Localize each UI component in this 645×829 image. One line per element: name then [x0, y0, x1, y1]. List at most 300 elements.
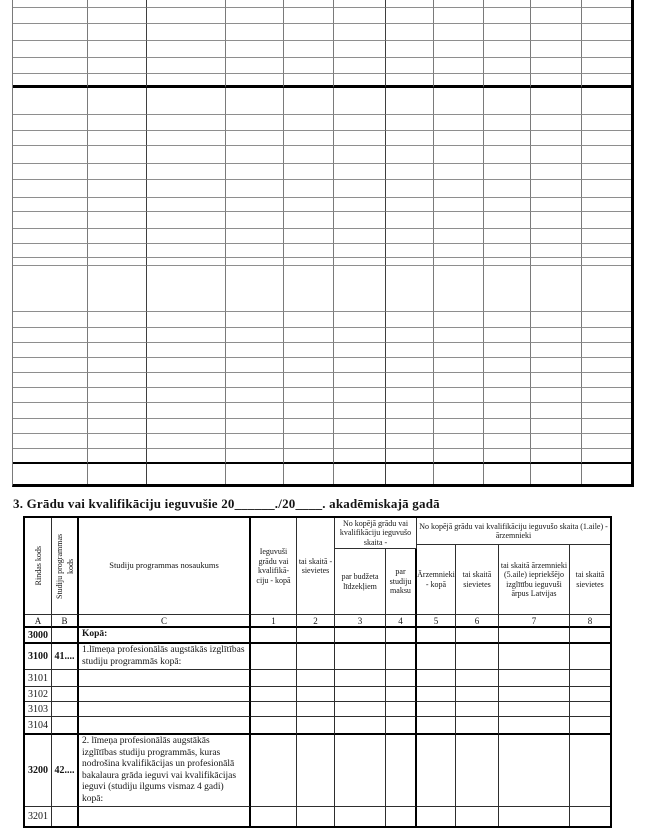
- data-cell-3200-8: [570, 735, 610, 807]
- grid-cell: [284, 58, 334, 74]
- grid-cell: [13, 464, 88, 484]
- grid-cell: [386, 115, 434, 131]
- row-code-3102: 3102: [25, 687, 52, 702]
- grid-cell: [147, 0, 226, 8]
- grid-cell: [147, 180, 226, 198]
- grid-cell: [582, 328, 631, 343]
- grid-cell: [582, 343, 631, 358]
- grid-cell: [582, 373, 631, 388]
- grid-cell: [484, 180, 531, 198]
- grid-cell: [334, 403, 386, 419]
- grid-cell: [88, 24, 147, 41]
- column-letter-8: 8: [570, 615, 610, 628]
- header-programmas-kods-label: Studiju programmas kods: [54, 533, 75, 599]
- row-code-3101: 3101: [25, 670, 52, 687]
- grid-cell: [582, 41, 631, 58]
- grid-cell: [147, 434, 226, 449]
- grid-cell: [13, 328, 88, 343]
- grid-cell: [13, 0, 88, 8]
- grid-cell: [582, 244, 631, 258]
- grid-cell: [582, 74, 631, 88]
- grid-cell: [147, 115, 226, 131]
- data-cell-3201-7: [499, 807, 570, 826]
- grid-cell: [386, 229, 434, 244]
- data-cell-3000-6: [456, 628, 499, 644]
- grid-cell: [484, 464, 531, 484]
- grid-cell: [434, 0, 484, 8]
- grid-cell: [284, 449, 334, 464]
- grid-cell: [334, 419, 386, 434]
- column-letter-5: 5: [417, 615, 456, 628]
- grid-cell: [484, 8, 531, 24]
- grid-cell: [484, 434, 531, 449]
- header-col3: par budžeta līdzekļiem: [335, 549, 386, 615]
- grid-cell: [582, 146, 631, 164]
- grid-cell: [88, 403, 147, 419]
- grid-cell: [284, 328, 334, 343]
- header-col7: tai skaitā ārzemnieki (5.aile) iepriekšējo izglītību ieguvuši ārpus Latvijas: [499, 545, 570, 615]
- grid-cell: [13, 229, 88, 244]
- grid-cell: [386, 41, 434, 58]
- grid-cell: [582, 258, 631, 266]
- grid-cell: [484, 58, 531, 74]
- program-name-cell-3104: [79, 717, 251, 735]
- column-letter-2: 2: [297, 615, 335, 628]
- grid-cell: [386, 24, 434, 41]
- grid-cell: [226, 198, 284, 212]
- grid-cell: [88, 419, 147, 434]
- column-letter-C: C: [79, 615, 251, 628]
- grid-cell: [334, 434, 386, 449]
- grid-cell: [147, 146, 226, 164]
- grid-cell: [531, 0, 582, 8]
- grid-cell: [88, 58, 147, 74]
- grid-cell: [484, 373, 531, 388]
- grid-cell: [226, 328, 284, 343]
- grid-cell: [582, 212, 631, 229]
- grid-cell: [386, 464, 434, 484]
- grid-cell: [434, 74, 484, 88]
- column-letter-3: 3: [335, 615, 386, 628]
- grid-cell: [147, 373, 226, 388]
- grid-cell: [13, 131, 88, 146]
- grid-cell: [582, 358, 631, 373]
- grid-cell: [582, 449, 631, 464]
- data-cell-3102-6: [456, 687, 499, 702]
- data-cell-3103-7: [499, 702, 570, 717]
- grid-cell: [13, 266, 88, 312]
- grid-cell: [582, 266, 631, 312]
- grid-cell: [147, 464, 226, 484]
- data-cell-3103-2: [297, 702, 335, 717]
- data-cell-3101-3: [335, 670, 386, 687]
- grid-cell: [386, 343, 434, 358]
- grid-cell: [484, 388, 531, 403]
- data-cell-3000-2: [297, 628, 335, 644]
- data-cell-3102-2: [297, 687, 335, 702]
- program-name-cell-3103: [79, 702, 251, 717]
- grid-cell: [334, 24, 386, 41]
- grid-cell: [531, 41, 582, 58]
- grid-cell: [147, 244, 226, 258]
- grid-cell: [13, 343, 88, 358]
- grid-cell: [386, 131, 434, 146]
- grid-cell: [434, 58, 484, 74]
- grid-cell: [226, 266, 284, 312]
- grid-cell: [334, 8, 386, 24]
- grid-cell: [147, 198, 226, 212]
- data-cell-3201-8: [570, 807, 610, 826]
- grid-cell: [226, 24, 284, 41]
- data-cell-3102-5: [417, 687, 456, 702]
- row-code-3200: 3200: [25, 735, 52, 807]
- grid-cell: [334, 229, 386, 244]
- program-name-cell-3200: 2. līmeņa profesionālās augstākās izglītības studiju programmās, kuras nodrošina kvalifikācijas un profesionālā bakalaura grāda ieguvi vai kvalifikācijas ieguvi (studiju ilgums vismaz 4 gadi) kopā:: [79, 735, 251, 807]
- grid-cell: [484, 312, 531, 328]
- degrees-table: [23, 516, 612, 828]
- grid-cell: [88, 115, 147, 131]
- grid-cell: [284, 343, 334, 358]
- data-cell-3104-6: [456, 717, 499, 735]
- header-group-5-8: No kopējā grādu vai kvalifikāciju ieguvušo skaita (1.aile) - ārzemnieki: [417, 518, 610, 545]
- data-cell-3101-4: [386, 670, 417, 687]
- grid-cell: [334, 343, 386, 358]
- grid-cell: [88, 41, 147, 58]
- column-letter-4: 4: [386, 615, 417, 628]
- grid-cell: [582, 115, 631, 131]
- row-code-3100: 3100: [25, 644, 52, 670]
- grid-cell: [88, 198, 147, 212]
- grid-cell: [284, 146, 334, 164]
- grid-cell: [147, 164, 226, 180]
- grid-cell: [386, 258, 434, 266]
- grid-cell: [484, 244, 531, 258]
- grid-cell: [582, 58, 631, 74]
- grid-cell: [434, 358, 484, 373]
- grid-cell: [531, 58, 582, 74]
- grid-cell: [386, 373, 434, 388]
- grid-cell: [484, 229, 531, 244]
- grid-cell: [531, 343, 582, 358]
- grid-cell: [13, 74, 88, 88]
- data-cell-3201-3: [335, 807, 386, 826]
- grid-cell: [147, 229, 226, 244]
- grid-cell: [226, 244, 284, 258]
- grid-cell: [386, 244, 434, 258]
- data-cell-3101-1: [251, 670, 297, 687]
- data-cell-3200-3: [335, 735, 386, 807]
- grid-cell: [284, 41, 334, 58]
- grid-cell: [434, 328, 484, 343]
- grid-cell: [226, 41, 284, 58]
- grid-cell: [88, 343, 147, 358]
- data-cell-3101-7: [499, 670, 570, 687]
- grid-cell: [88, 449, 147, 464]
- grid-cell: [226, 373, 284, 388]
- grid-cell: [226, 164, 284, 180]
- program-name-cell-3101: [79, 670, 251, 687]
- grid-cell: [226, 403, 284, 419]
- grid-cell: [334, 74, 386, 88]
- grid-cell: [284, 180, 334, 198]
- grid-cell: [531, 88, 582, 115]
- grid-cell: [13, 358, 88, 373]
- data-cell-3103-6: [456, 702, 499, 717]
- grid-cell: [582, 0, 631, 8]
- grid-cell: [334, 464, 386, 484]
- data-cell-3000-1: [251, 628, 297, 644]
- grid-cell: [582, 8, 631, 24]
- grid-cell: [334, 115, 386, 131]
- grid-cell: [484, 88, 531, 115]
- grid-cell: [284, 464, 334, 484]
- program-code-cell-3102: [52, 687, 79, 702]
- grid-cell: [284, 131, 334, 146]
- grid-cell: [88, 373, 147, 388]
- data-cell-3104-8: [570, 717, 610, 735]
- grid-cell: [386, 419, 434, 434]
- grid-cell: [147, 212, 226, 229]
- grid-cell: [531, 464, 582, 484]
- program-code-cell-3101: [52, 670, 79, 687]
- grid-cell: [13, 312, 88, 328]
- grid-cell: [484, 343, 531, 358]
- data-cell-3100-3: [335, 644, 386, 670]
- grid-cell: [531, 388, 582, 403]
- grid-cell: [284, 266, 334, 312]
- grid-cell: [484, 115, 531, 131]
- grid-cell: [284, 312, 334, 328]
- grid-cell: [582, 312, 631, 328]
- grid-cell: [147, 8, 226, 24]
- grid-cell: [386, 358, 434, 373]
- grid-cell: [13, 434, 88, 449]
- header-programmas-kods-cell: [52, 518, 79, 615]
- grid-cell: [484, 0, 531, 8]
- grid-cell: [434, 449, 484, 464]
- grid-cell: [226, 146, 284, 164]
- grid-cell: [88, 258, 147, 266]
- grid-cell: [484, 131, 531, 146]
- grid-cell: [226, 0, 284, 8]
- grid-cell: [582, 198, 631, 212]
- grid-cell: [531, 146, 582, 164]
- grid-cell: [386, 388, 434, 403]
- grid-cell: [531, 312, 582, 328]
- grid-cell: [88, 312, 147, 328]
- grid-cell: [13, 258, 88, 266]
- grid-cell: [582, 229, 631, 244]
- data-cell-3000-4: [386, 628, 417, 644]
- grid-cell: [434, 8, 484, 24]
- grid-cell: [434, 131, 484, 146]
- data-cell-3104-3: [335, 717, 386, 735]
- header-col6: tai skaitā sievietes: [456, 545, 499, 615]
- grid-cell: [334, 164, 386, 180]
- grid-cell: [531, 115, 582, 131]
- grid-cell: [284, 403, 334, 419]
- grid-cell: [531, 131, 582, 146]
- grid-cell: [484, 403, 531, 419]
- grid-cell: [531, 229, 582, 244]
- grid-cell: [531, 373, 582, 388]
- continuation-grid: [12, 0, 634, 487]
- grid-cell: [434, 312, 484, 328]
- data-cell-3103-8: [570, 702, 610, 717]
- grid-cell: [531, 358, 582, 373]
- grid-cell: [88, 464, 147, 484]
- header-rindas-kods-label: Rindas kods: [33, 546, 43, 586]
- grid-cell: [88, 358, 147, 373]
- data-cell-3102-4: [386, 687, 417, 702]
- grid-cell: [284, 358, 334, 373]
- grid-cell: [484, 258, 531, 266]
- data-cell-3201-1: [251, 807, 297, 826]
- grid-cell: [334, 373, 386, 388]
- grid-cell: [147, 131, 226, 146]
- grid-cell: [582, 24, 631, 41]
- row-code-3000: 3000: [25, 628, 52, 644]
- grid-cell: [226, 258, 284, 266]
- grid-cell: [13, 24, 88, 41]
- grid-cell: [386, 58, 434, 74]
- program-code-cell-3100: 41....: [52, 644, 79, 670]
- grid-cell: [434, 258, 484, 266]
- row-code-3103: 3103: [25, 702, 52, 717]
- grid-cell: [334, 41, 386, 58]
- grid-cell: [484, 74, 531, 88]
- grid-cell: [226, 464, 284, 484]
- grid-cell: [334, 88, 386, 115]
- grid-cell: [88, 180, 147, 198]
- column-letter-6: 6: [456, 615, 499, 628]
- grid-cell: [226, 115, 284, 131]
- grid-cell: [284, 8, 334, 24]
- data-cell-3200-6: [456, 735, 499, 807]
- grid-cell: [88, 244, 147, 258]
- grid-cell: [531, 180, 582, 198]
- grid-cell: [226, 212, 284, 229]
- grid-cell: [147, 388, 226, 403]
- data-cell-3100-2: [297, 644, 335, 670]
- program-code-cell-3103: [52, 702, 79, 717]
- data-cell-3103-1: [251, 702, 297, 717]
- grid-cell: [531, 449, 582, 464]
- grid-cell: [334, 258, 386, 266]
- grid-cell: [484, 41, 531, 58]
- data-cell-3100-5: [417, 644, 456, 670]
- grid-cell: [284, 115, 334, 131]
- program-code-cell-3104: [52, 717, 79, 735]
- grid-cell: [484, 266, 531, 312]
- grid-cell: [386, 8, 434, 24]
- grid-cell: [531, 198, 582, 212]
- data-cell-3000-7: [499, 628, 570, 644]
- program-code-cell-3200: 42....: [52, 735, 79, 807]
- grid-cell: [386, 0, 434, 8]
- grid-cell: [13, 449, 88, 464]
- data-cell-3103-4: [386, 702, 417, 717]
- data-cell-3101-8: [570, 670, 610, 687]
- data-cell-3200-1: [251, 735, 297, 807]
- data-cell-3103-3: [335, 702, 386, 717]
- grid-cell: [226, 449, 284, 464]
- grid-cell: [334, 266, 386, 312]
- grid-cell: [13, 373, 88, 388]
- grid-cell: [13, 180, 88, 198]
- data-cell-3100-1: [251, 644, 297, 670]
- grid-cell: [582, 403, 631, 419]
- grid-cell: [434, 41, 484, 58]
- grid-cell: [386, 328, 434, 343]
- grid-cell: [484, 212, 531, 229]
- data-cell-3201-6: [456, 807, 499, 826]
- grid-cell: [284, 229, 334, 244]
- grid-cell: [88, 164, 147, 180]
- header-col2: tai skaitā - sievietes: [297, 518, 335, 615]
- grid-cell: [147, 312, 226, 328]
- grid-cell: [284, 164, 334, 180]
- grid-cell: [334, 131, 386, 146]
- grid-cell: [334, 328, 386, 343]
- grid-cell: [13, 164, 88, 180]
- grid-cell: [147, 419, 226, 434]
- data-cell-3000-3: [335, 628, 386, 644]
- grid-cell: [226, 88, 284, 115]
- grid-cell: [334, 449, 386, 464]
- grid-cell: [88, 88, 147, 115]
- row-code-3201: 3201: [25, 807, 52, 826]
- grid-cell: [531, 164, 582, 180]
- grid-cell: [226, 419, 284, 434]
- grid-cell: [88, 74, 147, 88]
- grid-cell: [434, 180, 484, 198]
- grid-cell: [531, 258, 582, 266]
- grid-cell: [13, 88, 88, 115]
- grid-cell: [284, 212, 334, 229]
- grid-cell: [226, 434, 284, 449]
- grid-cell: [226, 343, 284, 358]
- grid-cell: [386, 403, 434, 419]
- grid-cell: [226, 180, 284, 198]
- grid-cell: [434, 373, 484, 388]
- grid-cell: [582, 434, 631, 449]
- header-col4: par studiju maksu: [386, 549, 417, 615]
- grid-cell: [88, 131, 147, 146]
- grid-cell: [334, 0, 386, 8]
- grid-cell: [13, 244, 88, 258]
- header-col5: Ārzemnieki - kopā: [417, 545, 456, 615]
- grid-cell: [386, 164, 434, 180]
- data-cell-3201-5: [417, 807, 456, 826]
- grid-cell: [434, 146, 484, 164]
- grid-cell: [582, 464, 631, 484]
- data-cell-3103-5: [417, 702, 456, 717]
- grid-cell: [147, 41, 226, 58]
- program-code-cell-3000: [52, 628, 79, 644]
- data-cell-3100-7: [499, 644, 570, 670]
- grid-cell: [88, 266, 147, 312]
- program-name-cell-3100: 1.līmeņa profesionālās augstākās izglītības studiju programmās kopā:: [79, 644, 251, 670]
- grid-cell: [147, 403, 226, 419]
- program-code-cell-3201: [52, 807, 79, 826]
- grid-cell: [88, 229, 147, 244]
- grid-cell: [434, 343, 484, 358]
- program-name-cell-3102: [79, 687, 251, 702]
- grid-cell: [484, 24, 531, 41]
- grid-cell: [284, 24, 334, 41]
- grid-cell: [284, 0, 334, 8]
